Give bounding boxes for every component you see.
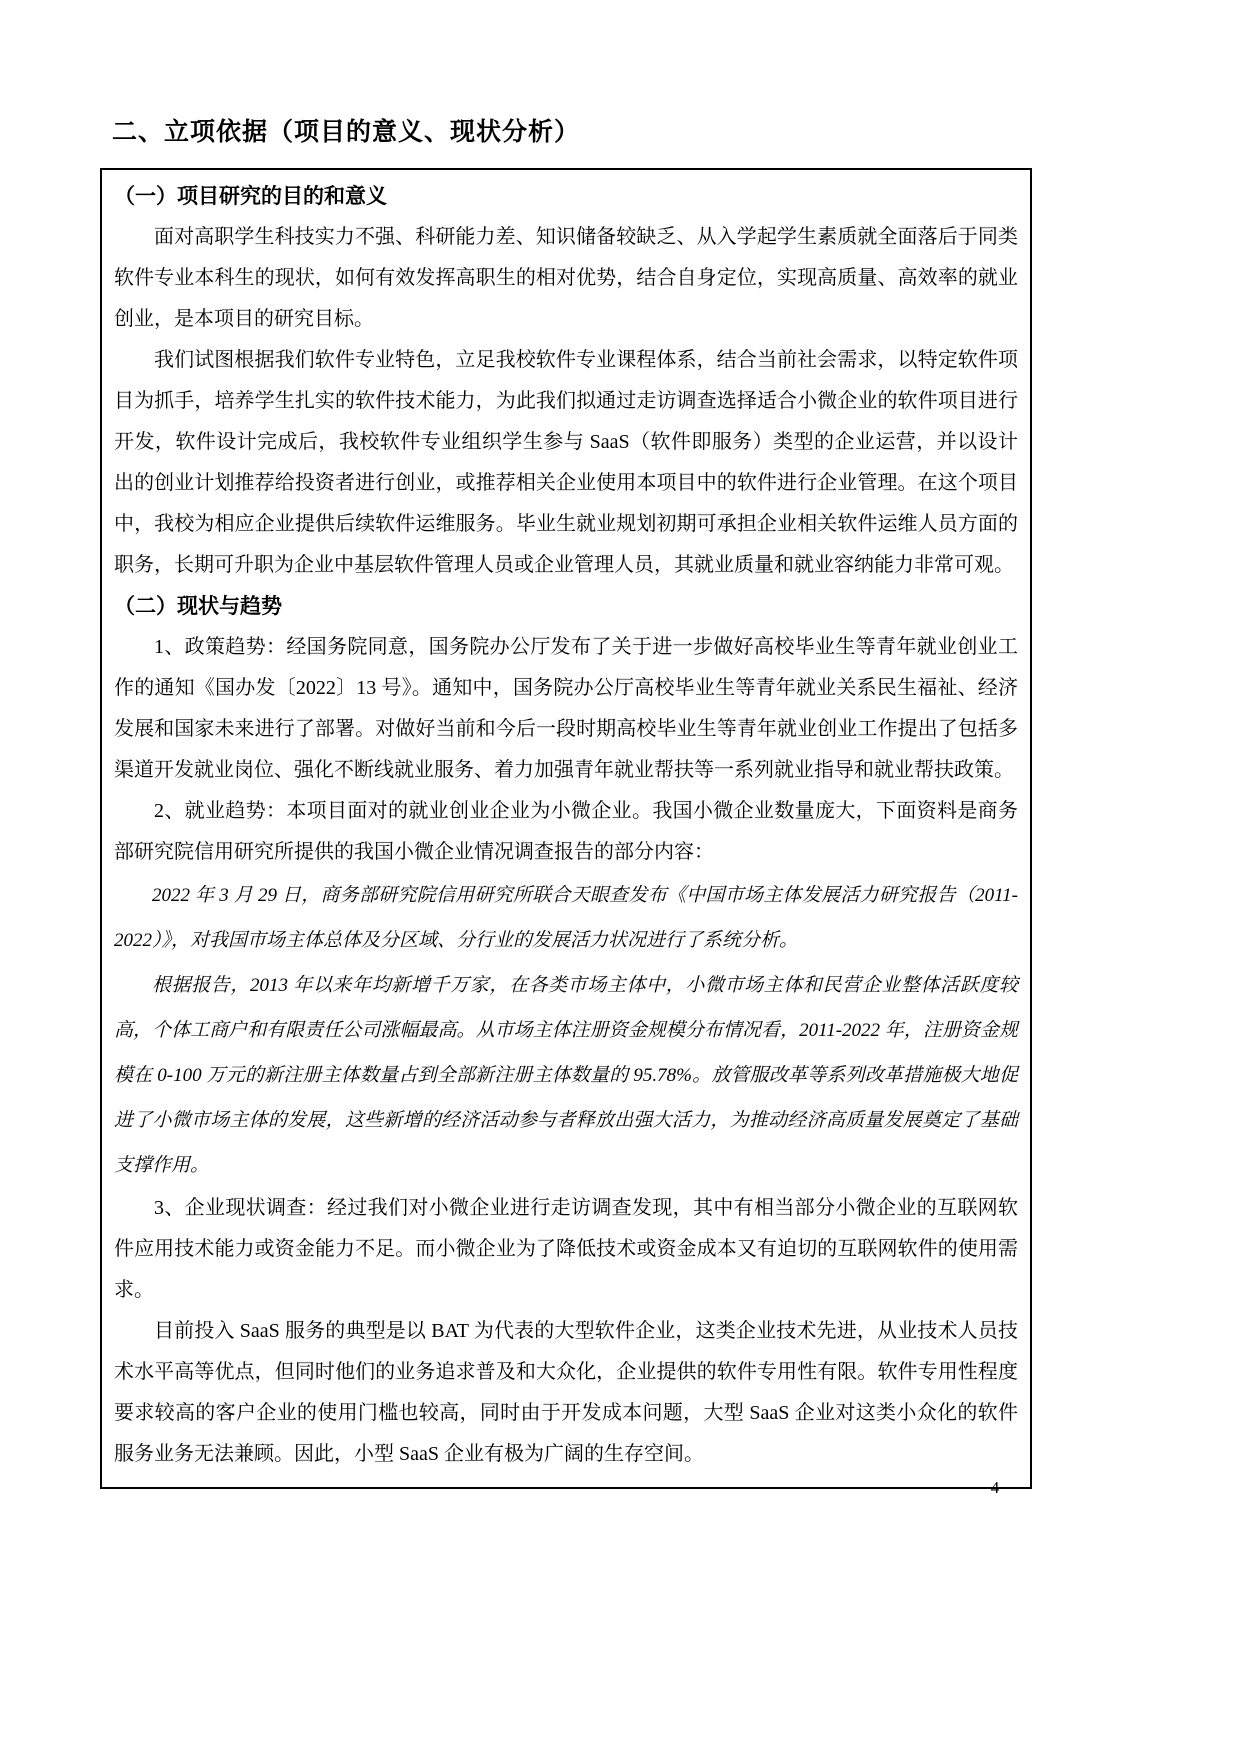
doc-title: 二、立项依据（项目的意义、现状分析） (112, 119, 581, 146)
section-2-quote-report-findings: 根据报告，2013 年以来年均新增千万家，在各类市场主体中，小微市场主体和民营企业整体活跃度较高，个体工商户和有限责任公司涨幅最高。从市场主体注册资金规模分布情况看，2011-2022 年，注册资金规模在 0-100 万元的新注册主体数量占到全部新注册主体数量的 95.78%。放管服改革等系列改革措施极大地促进了小微市场主体的发展，这些新增的经济活动参与者释放出强大活力，为推动经济高质量发展奠定了基础支撑作用。 (114, 975, 1018, 1176)
section-2-paragraph-enterprise-survey: 3、企业现状调查：经过我们对小微企业进行走访调查发现，其中有相当部分小微企业的互联网软件应用技术能力或资金能力不足。而小微企业为了降低技术或资金成本又有迫切的互联网软件的使用需求。 (114, 1197, 1018, 1301)
section-1-heading: （一）项目研究的目的和意义 (114, 184, 387, 208)
section-2-quote-report-release: 2022 年 3 月 29 日，商务部研究院信用研究所联合天眼查发布《中国市场主体发展活力研究报告（2011-2022）》，对我国市场主体总体及分区域、分行业的发展活力状况进行了系统分析。 (114, 885, 1018, 951)
section-2-heading: （二）现状与趋势 (114, 594, 282, 618)
page-number: 4 (990, 1478, 1000, 1497)
section-1-paragraph-2: 我们试图根据我们软件专业特色，立足我校软件专业课程体系，结合当前社会需求，以特定软件项目为抓手，培养学生扎实的软件技术能力，为此我们拟通过走访调查选择适合小微企业的软件项目进行开发，软件设计完成后，我校软件专业组织学生参与 SaaS（软件即服务）类型的企业运营，并以设计出的创业计划推荐给投资者进行创业，或推荐相关企业使用本项目中的软件进行企业管理。在这个项目中，我校为相应企业提供后续软件运维服务。毕业生就业规划初期可承担企业相关软件运维人员方面的职务，长期可升职为企业中基层软件管理人员或企业管理人员，其就业质量和就业容纳能力非常可观。 (114, 349, 1018, 576)
section-1-paragraph-1: 面对高职学生科技实力不强、科研能力差、知识储备较缺乏、从入学起学生素质就全面落后于同类软件专业本科生的现状，如何有效发挥高职生的相对优势，结合自身定位，实现高质量、高效率的就业创业，是本项目的研究目标。 (114, 226, 1018, 330)
section-2-paragraph-saas-market: 目前投入 SaaS 服务的典型是以 BAT 为代表的大型软件企业，这类企业技术先进，从业技术人员技术水平高等优点，但同时他们的业务追求普及和大众化，企业提供的软件专用性有限。软件专用性程度要求较高的客户企业的使用门槛也较高，同时由于开发成本问题，大型 SaaS 企业对这类小众化的软件服务业务无法兼顾。因此，小型 SaaS 企业有极为广阔的生存空间。 (114, 1320, 1018, 1465)
section-2-paragraph-policy-trend: 1、政策趋势：经国务院同意，国务院办公厅发布了关于进一步做好高校毕业生等青年就业创业工作的通知《国办发〔2022〕13 号》。通知中，国务院办公厅高校毕业生等青年就业关系民生福祉、经济发展和国家未来进行了部署。对做好当前和今后一段时期高校毕业生等青年就业创业工作提出了包括多渠道开发就业岗位、强化不断线就业服务、着力加强青年就业帮扶等一系列就业指导和就业帮扶政策。 (114, 636, 1018, 781)
content-box (100, 168, 1032, 1489)
section-2-paragraph-employment-trend: 2、就业趋势：本项目面对的就业创业企业为小微企业。我国小微企业数量庞大，下面资料是商务部研究院信用研究所提供的我国小微企业情况调查报告的部分内容： (114, 800, 1018, 863)
